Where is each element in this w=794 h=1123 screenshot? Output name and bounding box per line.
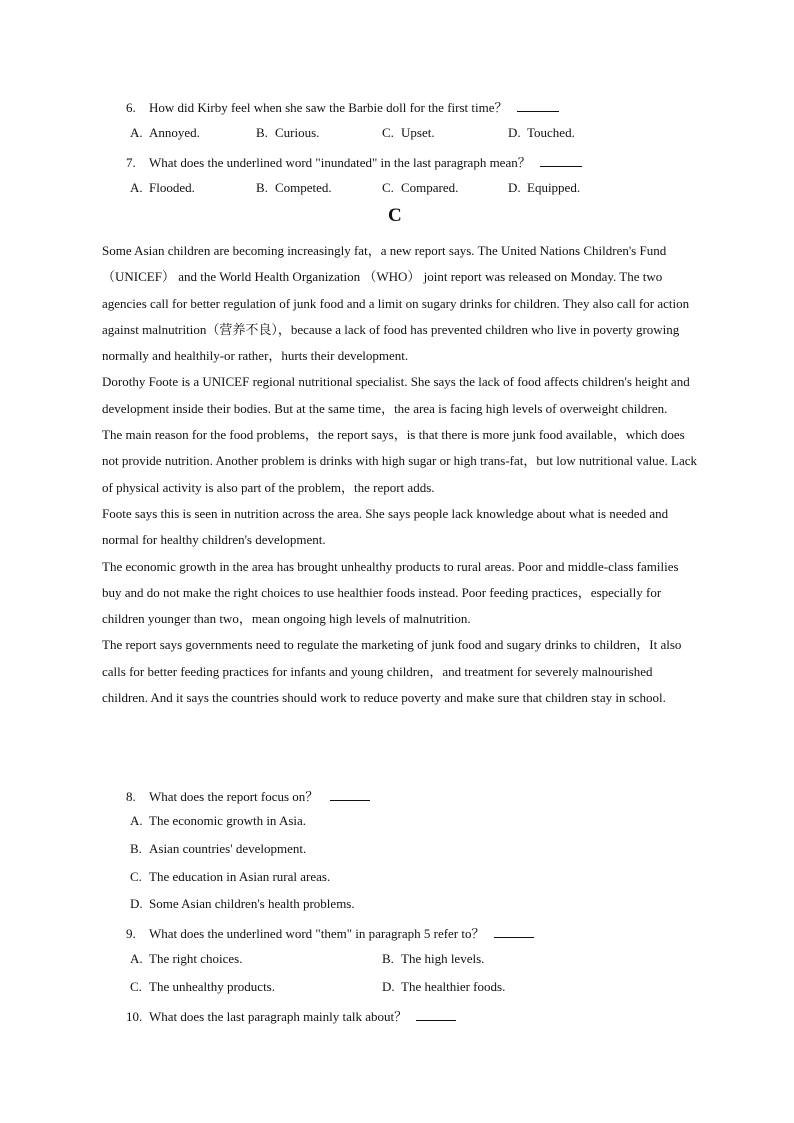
option-letter: D. bbox=[508, 125, 521, 140]
option-text: Curious. bbox=[275, 125, 320, 140]
option-text: The unhealthy products. bbox=[149, 979, 275, 994]
option-text: Some Asian children's health problems. bbox=[149, 896, 355, 911]
option-d[interactable] bbox=[130, 896, 355, 912]
option-d[interactable] bbox=[382, 979, 505, 995]
reading-passage bbox=[102, 238, 698, 711]
question-text: How did Kirby feel when she saw the Barbie doll for the first time？ bbox=[149, 100, 508, 115]
option-letter: A. bbox=[130, 125, 143, 140]
question-9 bbox=[126, 923, 534, 942]
option-letter: C. bbox=[382, 180, 394, 195]
option-b[interactable] bbox=[130, 841, 306, 857]
option-b[interactable] bbox=[256, 180, 332, 196]
option-letter: D. bbox=[508, 180, 521, 195]
question-8 bbox=[126, 786, 370, 805]
question-number: 9. bbox=[126, 926, 136, 941]
option-c[interactable] bbox=[130, 869, 330, 885]
option-letter: D. bbox=[382, 979, 395, 994]
option-text: Touched. bbox=[527, 125, 575, 140]
option-text: Competed. bbox=[275, 180, 332, 195]
question-text: What does the last paragraph mainly talk about？ bbox=[149, 1009, 408, 1024]
option-a[interactable] bbox=[130, 813, 306, 829]
question-6 bbox=[126, 97, 559, 116]
question-number: 10. bbox=[126, 1009, 143, 1024]
question-text: What does the report focus on？ bbox=[149, 789, 319, 804]
option-text: Annoyed. bbox=[149, 125, 200, 140]
passage-paragraph-3: The main reason for the food problems，the report says，is that there is more junk food available，which does not provide nutrition. Another problem is drinks with high sugar or high trans-fat，but low nutritional value. Lack of physical activity is also part of the problem，the report adds. bbox=[102, 427, 698, 495]
question-text: What does the underlined word "inundated" in the last paragraph mean？ bbox=[149, 155, 531, 170]
answer-blank[interactable] bbox=[416, 1008, 456, 1021]
option-text: Asian countries' development. bbox=[149, 841, 307, 856]
passage-paragraph-2: Dorothy Foote is a UNICEF regional nutritional specialist. She says the lack of food affects children's height and development inside their bodies. But at the same time，the area is facing high levels of overweight children. bbox=[102, 374, 690, 416]
option-text: The high levels. bbox=[401, 951, 485, 966]
passage-paragraph-5: The economic growth in the area has brought unhealthy products to rural areas. Poor and middle-class families buy and do not make the right choices to use healthier foods instead. Poor feeding practices，especially for children younger than two，mean ongoing high levels of malnutrition. bbox=[102, 558, 679, 627]
option-text: The right choices. bbox=[149, 951, 243, 966]
passage-paragraph-1: Some Asian children are becoming increasingly fat，a new report says. The United Nations Children's Fund （UNICEF） and the World Health Organization （WHO） joint report was released on Monday. The two agencies call for better regulation of junk food and a limit on sugary drinks for children. They also call for action against malnutrition（营养不良），because a lack of food has prevented children who live in poverty growing normally and healthily-or rather，hurts their development. bbox=[102, 243, 690, 364]
option-text: The economic growth in Asia. bbox=[149, 813, 307, 828]
option-letter: D. bbox=[130, 896, 143, 911]
option-text: Compared. bbox=[401, 180, 459, 195]
section-heading: C bbox=[388, 205, 402, 226]
answer-blank[interactable] bbox=[330, 788, 370, 801]
option-text: Equipped. bbox=[527, 180, 581, 195]
option-letter: B. bbox=[382, 951, 394, 966]
question-7 bbox=[126, 152, 582, 171]
option-letter: A. bbox=[130, 813, 143, 828]
option-letter: C. bbox=[130, 869, 142, 884]
question-text: What does the underlined word "them" in paragraph 5 refer to？ bbox=[149, 926, 485, 941]
option-letter: A. bbox=[130, 951, 143, 966]
question-number: 6. bbox=[126, 100, 136, 115]
option-b[interactable] bbox=[382, 951, 484, 967]
option-b[interactable] bbox=[256, 125, 319, 141]
option-text: Upset. bbox=[401, 125, 435, 140]
option-text: The healthier foods. bbox=[401, 979, 506, 994]
option-d[interactable] bbox=[508, 180, 580, 196]
option-a[interactable] bbox=[130, 951, 243, 967]
option-letter: B. bbox=[130, 841, 142, 856]
option-text: The education in Asian rural areas. bbox=[149, 869, 331, 884]
question-number: 8. bbox=[126, 789, 136, 804]
answer-blank[interactable] bbox=[540, 154, 582, 167]
option-a[interactable] bbox=[130, 180, 195, 196]
answer-blank[interactable] bbox=[494, 925, 534, 938]
answer-blank[interactable] bbox=[517, 99, 559, 112]
option-a[interactable] bbox=[130, 125, 200, 141]
option-text: Flooded. bbox=[149, 180, 195, 195]
question-10 bbox=[126, 1006, 456, 1025]
question-number: 7. bbox=[126, 155, 136, 170]
option-c[interactable] bbox=[130, 979, 275, 995]
option-letter: C. bbox=[382, 125, 394, 140]
option-letter: A. bbox=[130, 180, 143, 195]
option-d[interactable] bbox=[508, 125, 575, 141]
passage-paragraph-6: The report says governments need to regulate the marketing of junk food and sugary drinks to children，It also calls for better feeding practices for infants and young children，and treatment for severely malnourished children. And it says the countries should work to reduce poverty and make sure that children stay in school. bbox=[102, 637, 682, 706]
option-letter: B. bbox=[256, 180, 268, 195]
option-c[interactable] bbox=[382, 125, 435, 141]
option-letter: C. bbox=[130, 979, 142, 994]
option-letter: B. bbox=[256, 125, 268, 140]
option-c[interactable] bbox=[382, 180, 458, 196]
passage-paragraph-4: Foote says this is seen in nutrition across the area. She says people lack knowledge about what is needed and normal for healthy children's development. bbox=[102, 505, 669, 548]
